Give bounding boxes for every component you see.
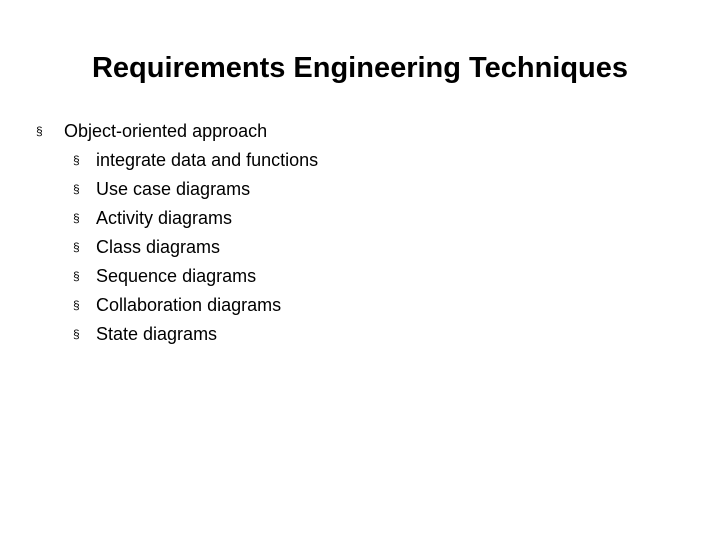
sub-bullet-item-activity-diagrams [36, 203, 676, 232]
bullet-marker-icon: § [73, 297, 80, 312]
sub-bullet-text: integrate data and functions [96, 149, 319, 170]
sub-bullet-text: State diagrams [96, 323, 218, 344]
bullet-marker-icon: § [36, 123, 43, 138]
bullet-list [36, 116, 676, 348]
bullet-marker-icon: § [73, 326, 80, 341]
sub-bullet-item-integrate-data [36, 145, 676, 174]
bullet-marker-icon: § [73, 152, 80, 167]
bullet-text: Object-oriented approach [64, 120, 268, 141]
sub-bullet-item-sequence-diagrams [36, 261, 676, 290]
bullet-marker-icon: § [73, 210, 80, 225]
sub-bullet-text: Collaboration diagrams [96, 294, 282, 315]
sub-bullet-text: Use case diagrams [96, 178, 251, 199]
bullet-item-object-oriented-approach [36, 116, 676, 145]
sub-bullet-item-class-diagrams [36, 232, 676, 261]
bullet-marker-icon: § [73, 239, 80, 254]
slide-title: Requirements Engineering Techniques [91, 52, 629, 84]
sub-bullet-item-use-case-diagrams [36, 174, 676, 203]
sub-bullet-text: Sequence diagrams [96, 265, 257, 286]
sub-bullet-text: Activity diagrams [96, 207, 233, 228]
bullet-marker-icon: § [73, 268, 80, 283]
sub-bullet-item-collaboration-diagrams [36, 290, 676, 319]
sub-bullet-text: Class diagrams [96, 236, 221, 257]
bullet-marker-icon: § [73, 181, 80, 196]
sub-bullet-item-state-diagrams [36, 319, 676, 348]
